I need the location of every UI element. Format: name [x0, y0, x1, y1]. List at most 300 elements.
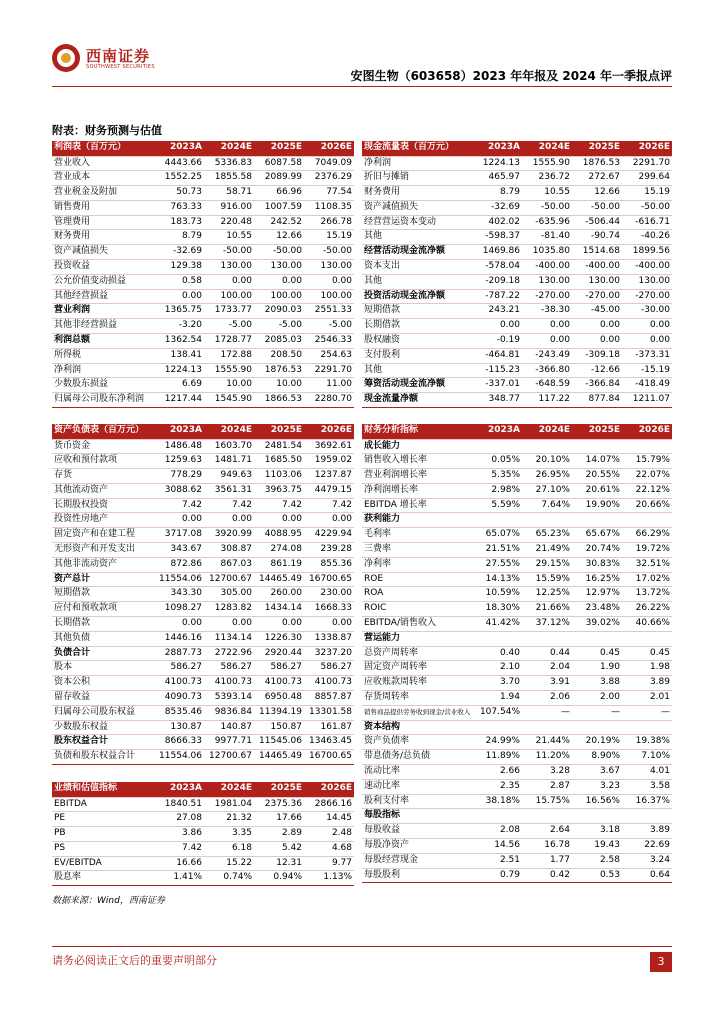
- cell-value: 1514.68: [572, 245, 622, 260]
- logo-chinese-name: 西南证券: [86, 47, 151, 65]
- table-row: [52, 245, 354, 260]
- cell-value: 877.84: [572, 393, 622, 408]
- cell-value: 41.42%: [472, 617, 522, 632]
- cell-value: 14.07%: [572, 454, 622, 469]
- cell-value: 1469.86: [472, 245, 522, 260]
- cell-value: -270.00: [622, 289, 672, 304]
- cell-value: 5.59%: [472, 498, 522, 513]
- cell-value: 208.50: [254, 348, 304, 363]
- cell-value: 19.72%: [622, 543, 672, 558]
- table-row: [52, 334, 354, 349]
- cell-value: 20.74%: [572, 543, 622, 558]
- cell-value: 5.42: [254, 841, 304, 856]
- cell-value: [622, 720, 672, 735]
- cell-value: 916.00: [204, 200, 254, 215]
- row-label: 货币资金: [52, 439, 154, 454]
- table-title-cell: 利润表（百万元）: [52, 141, 154, 156]
- row-label: 带息债务/总负债: [362, 750, 472, 765]
- column-header: 2023A: [154, 782, 204, 797]
- cell-value: 11.20%: [522, 750, 572, 765]
- cell-value: 1362.54: [154, 334, 204, 349]
- row-label: 长期借款: [362, 319, 472, 334]
- logo-english-name: SOUTHWEST SECURITIES: [86, 64, 155, 70]
- cell-value: 6.69: [154, 378, 204, 393]
- cell-value: 14.45: [304, 812, 354, 827]
- cell-value: 13463.45: [304, 735, 354, 750]
- table-row: [52, 827, 354, 842]
- table-row: [362, 646, 672, 661]
- cell-value: 230.00: [304, 587, 354, 602]
- cell-value: 1434.14: [254, 602, 304, 617]
- cell-value: 100.00: [304, 289, 354, 304]
- table-row: [362, 215, 672, 230]
- cell-value: 3.58: [622, 779, 672, 794]
- cell-value: -366.80: [522, 363, 572, 378]
- cell-value: 130.00: [522, 274, 572, 289]
- cell-value: 2.10: [472, 661, 522, 676]
- cell-value: 1866.53: [254, 393, 304, 408]
- cell-value: -50.00: [254, 245, 304, 260]
- row-label: 折旧与摊销: [362, 171, 472, 186]
- cell-value: 8857.87: [304, 691, 354, 706]
- cell-value: —: [622, 705, 672, 720]
- cell-value: 40.66%: [622, 617, 672, 632]
- cell-value: 1486.48: [154, 439, 204, 454]
- cell-value: 18.30%: [472, 602, 522, 617]
- cell-value: 1103.06: [254, 469, 304, 484]
- cell-value: 24.99%: [472, 735, 522, 750]
- table-title-cell: 财务分析指标: [362, 424, 472, 439]
- row-label: 净利润增长率: [362, 483, 472, 498]
- row-label: 应收账款周转率: [362, 676, 472, 691]
- cell-value: -635.96: [522, 215, 572, 230]
- cell-value: -373.31: [622, 348, 672, 363]
- cell-value: 10.00: [204, 378, 254, 393]
- row-label: 资本支出: [362, 260, 472, 275]
- cell-value: 140.87: [204, 720, 254, 735]
- cell-value: 2551.33: [304, 304, 354, 319]
- row-label: 销售收入增长率: [362, 454, 472, 469]
- table-row: [52, 720, 354, 735]
- column-header: 2025E: [572, 141, 622, 156]
- cell-value: 15.79%: [622, 454, 672, 469]
- row-label: 股息率: [52, 871, 154, 886]
- cell-value: 305.00: [204, 587, 254, 602]
- table-row: [52, 378, 354, 393]
- row-label: ROE: [362, 572, 472, 587]
- cell-value: 1545.90: [204, 393, 254, 408]
- row-label: 成长能力: [362, 439, 472, 454]
- cell-value: 3237.20: [304, 646, 354, 661]
- cell-value: [572, 439, 622, 454]
- cell-value: 6.18: [204, 841, 254, 856]
- column-header: 2024E: [522, 424, 572, 439]
- cell-value: 20.66%: [622, 498, 672, 513]
- cell-value: 949.63: [204, 469, 254, 484]
- table-row: [52, 557, 354, 572]
- table-row: [362, 363, 672, 378]
- cell-value: 130.00: [254, 260, 304, 275]
- cell-value: 21.51%: [472, 543, 522, 558]
- cell-value: 1.98: [622, 661, 672, 676]
- cell-value: 8.79: [472, 186, 522, 201]
- cell-value: 3561.31: [204, 483, 254, 498]
- row-label: 现金流量净额: [362, 393, 472, 408]
- cell-value: 861.19: [254, 557, 304, 572]
- cell-value: -0.19: [472, 334, 522, 349]
- table-row: [362, 572, 672, 587]
- cell-value: 0.45: [572, 646, 622, 661]
- cell-value: 130.00: [304, 260, 354, 275]
- cell-value: -50.00: [622, 200, 672, 215]
- cell-value: 2546.33: [304, 334, 354, 349]
- cell-value: —: [522, 705, 572, 720]
- column-header: 2023A: [472, 424, 522, 439]
- cell-value: 9836.84: [204, 705, 254, 720]
- table-row: [362, 617, 672, 632]
- cell-value: [522, 439, 572, 454]
- cell-value: 2887.73: [154, 646, 204, 661]
- cell-value: 16.66: [154, 856, 204, 871]
- cell-value: -598.37: [472, 230, 522, 245]
- row-label: 负债和股东权益合计: [52, 750, 154, 765]
- cell-value: -12.66: [572, 363, 622, 378]
- cell-value: -418.49: [622, 378, 672, 393]
- table-row: [362, 378, 672, 393]
- cell-value: 2375.36: [254, 797, 304, 812]
- cell-value: 1685.50: [254, 454, 304, 469]
- row-label: 总资产周转率: [362, 646, 472, 661]
- cell-value: 4100.73: [304, 676, 354, 691]
- cell-value: 22.12%: [622, 483, 672, 498]
- cell-value: 0.00: [154, 289, 204, 304]
- table-row: [362, 483, 672, 498]
- row-label: 利润总额: [52, 334, 154, 349]
- cell-value: 50.73: [154, 186, 204, 201]
- cell-value: 11554.06: [154, 572, 204, 587]
- row-label: 其他非流动资产: [52, 557, 154, 572]
- row-label: 公允价值变动损益: [52, 274, 154, 289]
- cell-value: 10.55: [522, 186, 572, 201]
- table-row: [362, 260, 672, 275]
- cell-value: 1481.71: [204, 454, 254, 469]
- cell-value: 2.58: [572, 853, 622, 868]
- cell-value: 0.00: [472, 319, 522, 334]
- cell-value: 19.38%: [622, 735, 672, 750]
- cell-value: 39.02%: [572, 617, 622, 632]
- table-row: [52, 393, 354, 408]
- cell-value: 0.44: [522, 646, 572, 661]
- cell-value: 7.42: [304, 498, 354, 513]
- table-row: [362, 171, 672, 186]
- cell-value: 32.51%: [622, 557, 672, 572]
- cell-value: 27.10%: [522, 483, 572, 498]
- cell-value: 3.88: [572, 676, 622, 691]
- cell-value: 30.83%: [572, 557, 622, 572]
- row-label: 销售商品提供劳务收到现金/营业收入: [362, 705, 472, 720]
- row-label: 其他: [362, 363, 472, 378]
- row-label: 经营营运资本变动: [362, 215, 472, 230]
- cell-value: 2280.70: [304, 393, 354, 408]
- cell-value: 1259.63: [154, 454, 204, 469]
- row-label: 营业利润: [52, 304, 154, 319]
- cell-value: 15.59%: [522, 572, 572, 587]
- cell-value: 867.03: [204, 557, 254, 572]
- cell-value: 3.24: [622, 853, 672, 868]
- table-row: [52, 230, 354, 245]
- row-label: 少数股东损益: [52, 378, 154, 393]
- table-row: [52, 483, 354, 498]
- cell-value: 1.13%: [304, 871, 354, 886]
- cell-value: 3963.75: [254, 483, 304, 498]
- table-row: [362, 809, 672, 824]
- table-row: [52, 469, 354, 484]
- cell-value: -50.00: [572, 200, 622, 215]
- row-label: 留存收益: [52, 691, 154, 706]
- cell-value: 4100.73: [204, 676, 254, 691]
- cell-value: 172.88: [204, 348, 254, 363]
- cell-value: 4229.94: [304, 528, 354, 543]
- cell-value: 274.08: [254, 543, 304, 558]
- cell-value: 17.66: [254, 812, 304, 827]
- table-row: [52, 617, 354, 632]
- table-row: [52, 735, 354, 750]
- table-title-cell: 业绩和估值指标: [52, 782, 154, 797]
- column-header: 2025E: [254, 141, 304, 156]
- cell-value: 16700.65: [304, 750, 354, 765]
- cell-value: 38.18%: [472, 794, 522, 809]
- cell-value: 21.44%: [522, 735, 572, 750]
- cell-value: 308.87: [204, 543, 254, 558]
- row-label: 归属母公司股东权益: [52, 705, 154, 720]
- column-header: 2024E: [204, 424, 254, 439]
- row-label: 其他流动资产: [52, 483, 154, 498]
- cell-value: 8.90%: [572, 750, 622, 765]
- table-row: [52, 676, 354, 691]
- table-row: [52, 304, 354, 319]
- cell-value: 3920.99: [204, 528, 254, 543]
- row-label: 毛利率: [362, 528, 472, 543]
- cell-value: [522, 720, 572, 735]
- cell-value: 130.00: [204, 260, 254, 275]
- cell-value: [472, 439, 522, 454]
- company-logo: [52, 44, 155, 74]
- row-label: 每股股利: [362, 868, 472, 883]
- cell-value: 586.27: [304, 661, 354, 676]
- cell-value: 1365.75: [154, 304, 204, 319]
- cell-value: 19.90%: [572, 498, 622, 513]
- cell-value: 0.00: [204, 617, 254, 632]
- table-row: [362, 304, 672, 319]
- cell-value: 9.77: [304, 856, 354, 871]
- cell-value: 29.15%: [522, 557, 572, 572]
- cell-value: 10.00: [254, 378, 304, 393]
- table-row: [52, 631, 354, 646]
- cell-value: 2.64: [522, 824, 572, 839]
- row-label: 长期股权投资: [52, 498, 154, 513]
- table-row: [52, 319, 354, 334]
- cell-value: 0.00: [204, 274, 254, 289]
- cell-value: 220.48: [204, 215, 254, 230]
- table-row: [52, 587, 354, 602]
- cell-value: 239.28: [304, 543, 354, 558]
- column-header: 2024E: [204, 141, 254, 156]
- row-label: 营业税金及附加: [52, 186, 154, 201]
- row-label: 资本公积: [52, 676, 154, 691]
- cell-value: 2.98%: [472, 483, 522, 498]
- column-header: 2025E: [572, 424, 622, 439]
- cell-value: 0.00: [154, 513, 204, 528]
- cell-value: 11554.06: [154, 750, 204, 765]
- cell-value: [572, 631, 622, 646]
- table-row: [52, 705, 354, 720]
- cell-value: 0.00: [522, 334, 572, 349]
- cell-value: [572, 513, 622, 528]
- cell-value: 15.22: [204, 856, 254, 871]
- cell-value: -578.04: [472, 260, 522, 275]
- column-header: 2023A: [472, 141, 522, 156]
- cell-value: -30.00: [622, 304, 672, 319]
- cell-value: 3717.08: [154, 528, 204, 543]
- table-row: [52, 215, 354, 230]
- table-row: [52, 439, 354, 454]
- cell-value: 254.63: [304, 348, 354, 363]
- cell-value: 3088.62: [154, 483, 204, 498]
- row-label: 长期借款: [52, 617, 154, 632]
- cell-value: 3.89: [622, 824, 672, 839]
- table-row: [362, 735, 672, 750]
- cell-value: [622, 439, 672, 454]
- cell-value: 14465.49: [254, 750, 304, 765]
- table-row: [362, 200, 672, 215]
- row-label: 存货周转率: [362, 691, 472, 706]
- cell-value: -787.22: [472, 289, 522, 304]
- cell-value: 3.28: [522, 765, 572, 780]
- table-row: [52, 797, 354, 812]
- table-row: [362, 853, 672, 868]
- cell-value: 2481.54: [254, 439, 304, 454]
- valuation-metrics-table: [52, 782, 354, 886]
- table-row: [362, 631, 672, 646]
- cell-value: 19.43: [572, 839, 622, 854]
- cell-value: 6087.58: [254, 156, 304, 171]
- row-label: 负债合计: [52, 646, 154, 661]
- table-row: [362, 868, 672, 883]
- cell-value: 2376.29: [304, 171, 354, 186]
- cell-value: -50.00: [304, 245, 354, 260]
- cell-value: 1224.13: [154, 363, 204, 378]
- cell-value: 3.18: [572, 824, 622, 839]
- cell-value: 12.97%: [572, 587, 622, 602]
- table-header-row: [52, 782, 354, 797]
- cell-value: 2085.03: [254, 334, 304, 349]
- cell-value: 242.52: [254, 215, 304, 230]
- table-row: [362, 824, 672, 839]
- cell-value: 1552.25: [154, 171, 204, 186]
- cell-value: 1035.80: [522, 245, 572, 260]
- row-label: 股东权益合计: [52, 735, 154, 750]
- cell-value: 0.42: [522, 868, 572, 883]
- row-label: 每股净资产: [362, 839, 472, 854]
- cell-value: 260.00: [254, 587, 304, 602]
- cell-value: 26.95%: [522, 469, 572, 484]
- table-row: [52, 186, 354, 201]
- cell-value: 4.01: [622, 765, 672, 780]
- cell-value: [522, 809, 572, 824]
- row-label: ROA: [362, 587, 472, 602]
- cell-value: 16.37%: [622, 794, 672, 809]
- table-row: [362, 676, 672, 691]
- row-label: 净利润: [362, 156, 472, 171]
- cell-value: 21.66%: [522, 602, 572, 617]
- cell-value: 26.22%: [622, 602, 672, 617]
- cell-value: -81.40: [522, 230, 572, 245]
- cell-value: 0.64: [622, 868, 672, 883]
- row-label: 资产总计: [52, 572, 154, 587]
- cell-value: 3.86: [154, 827, 204, 842]
- cell-value: 2.01: [622, 691, 672, 706]
- row-label: 少数股东权益: [52, 720, 154, 735]
- row-label: EBITDA: [52, 797, 154, 812]
- row-label: EV/EBITDA: [52, 856, 154, 871]
- cell-value: -3.20: [154, 319, 204, 334]
- table-row: [52, 572, 354, 587]
- row-label: 营运能力: [362, 631, 472, 646]
- cell-value: 1855.58: [204, 171, 254, 186]
- cell-value: 1899.56: [622, 245, 672, 260]
- cell-value: 763.33: [154, 200, 204, 215]
- cell-value: 4100.73: [154, 676, 204, 691]
- column-header: 2026E: [622, 424, 672, 439]
- table-row: [362, 274, 672, 289]
- row-label: ROIC: [362, 602, 472, 617]
- cell-value: 16.25%: [572, 572, 622, 587]
- row-label: 其他负债: [52, 631, 154, 646]
- cell-value: 12.66: [572, 186, 622, 201]
- row-label: PB: [52, 827, 154, 842]
- cell-value: 3.35: [204, 827, 254, 842]
- row-label: 投资收益: [52, 260, 154, 275]
- cell-value: 3692.61: [304, 439, 354, 454]
- row-label: 资产减值损失: [362, 200, 472, 215]
- cell-value: 7.42: [154, 498, 204, 513]
- document-title: 安图生物（603658）2023 年年报及 2024 年一季报点评: [350, 69, 672, 83]
- table-row: [362, 186, 672, 201]
- row-label: 销售费用: [52, 200, 154, 215]
- cell-value: 8.79: [154, 230, 204, 245]
- cell-value: 4090.73: [154, 691, 204, 706]
- cell-value: -50.00: [522, 200, 572, 215]
- cell-value: 20.19%: [572, 735, 622, 750]
- cell-value: 4088.95: [254, 528, 304, 543]
- cell-value: -40.26: [622, 230, 672, 245]
- cell-value: 2.06: [522, 691, 572, 706]
- row-label: 速动比率: [362, 779, 472, 794]
- cell-value: 65.67%: [572, 528, 622, 543]
- cell-value: 7.42: [254, 498, 304, 513]
- cell-value: 1224.13: [472, 156, 522, 171]
- cell-value: 3.23: [572, 779, 622, 794]
- row-label: 归属母公司股东净利润: [52, 393, 154, 408]
- cell-value: 130.00: [572, 274, 622, 289]
- cell-value: -38.30: [522, 304, 572, 319]
- table-header-row: [362, 424, 672, 439]
- cell-value: 130.00: [622, 274, 672, 289]
- row-label: 筹资活动现金流净额: [362, 378, 472, 393]
- row-label: 存货: [52, 469, 154, 484]
- table-row: [52, 812, 354, 827]
- cell-value: 100.00: [254, 289, 304, 304]
